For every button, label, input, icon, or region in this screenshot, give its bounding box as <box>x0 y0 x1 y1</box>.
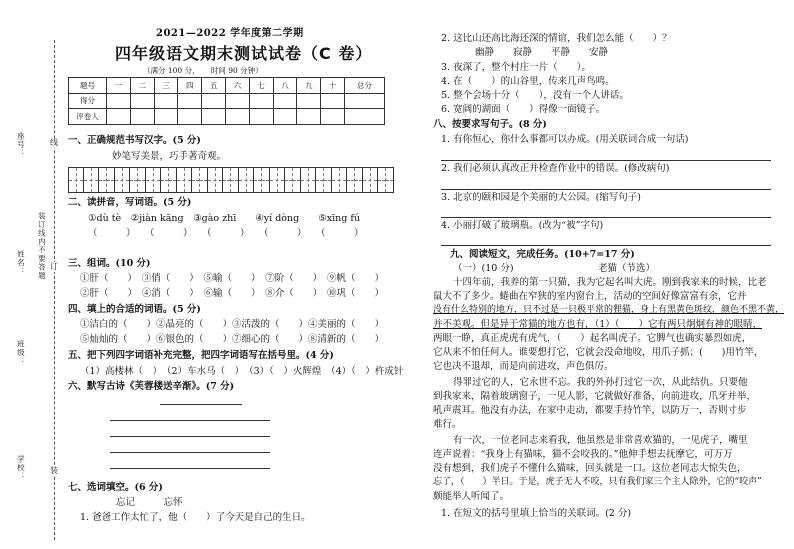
q5-heading: 五、把下列四字词语补充完整，把四字词语写在括号里。(4 分) <box>68 350 334 361</box>
poem-line-3[interactable] <box>110 452 270 453</box>
mark-zhuang: 装 <box>50 466 58 475</box>
p2-line-4: 难行。 <box>433 419 462 430</box>
poem-title-line[interactable] <box>160 404 242 405</box>
r-sentence-2[interactable]: 2. 这比山还高比海还深的情谊，我们怎么能（ ）？ <box>441 33 672 44</box>
r-sentence-3[interactable]: 3. 夜深了，整个村庄一片（ ）。 <box>441 62 591 73</box>
p1-line-1: 十四年前，我养的第一只猫，我为它起名叫大虎。刚到我家来的时候，比老 <box>453 277 767 288</box>
p1-line-7: 它也决不退却，而是向前进攻，声色俱厉。 <box>433 361 614 372</box>
score-header-row: 题号 一 二 三 四 五 六 七 八 九 十 总分 <box>69 78 385 94</box>
s8-answer-3[interactable] <box>441 217 771 218</box>
score-table <box>68 77 385 125</box>
q7-heading: 七、选词填空。(6 分) <box>68 482 163 493</box>
q7-words: 忘记 忘怀 <box>116 497 183 508</box>
poem-line-1[interactable] <box>110 420 270 421</box>
seat-label: 座号： <box>16 132 26 158</box>
q4-row1[interactable]: ①洁白的（ ）②晶亮的（ ）③活泼的（ ）④美丽的（ ） <box>80 319 385 330</box>
exam-year: 2021—2022 学年度第二学期 <box>156 28 304 39</box>
mark-line: 线 <box>50 138 58 147</box>
q5-row[interactable]: （1）高楼林（ ） （2）车水马（ ） （3）（ ）火辉煌 （4）（ ）杵成针 <box>80 366 404 377</box>
s8-answer-4[interactable] <box>441 245 771 246</box>
name-label: 姓名： <box>16 250 26 276</box>
q3-heading: 三、组词。(10 分) <box>68 258 151 269</box>
exam-info: （满分 100 分， 时间 90 分钟） <box>143 66 263 75</box>
p1-line-3: 没有什么特别的地方，只不过是一只极平常的狸猫，身上有黑黄色斑纹，颜色不黑不黄， <box>433 305 785 315</box>
poem-line-2[interactable] <box>110 436 270 437</box>
s8-item-1: 1. 有你恒心，你什么事都可以办成。(用关联词合成一句话) <box>441 134 689 145</box>
task-1: 1. 在短文的括号里填上恰当的关联词。(2 分) <box>441 508 632 519</box>
class-label: 班级： <box>16 340 26 366</box>
s8-item-4: 4. 小丽打破了玻璃瓶。(改为“被”字句) <box>441 220 604 231</box>
q1-heading: 一、正确规范书写汉字。(5 分) <box>68 135 201 146</box>
essay-title: 老猫（节选） <box>598 263 656 274</box>
exam-title: 四年级语文期末测试试卷（C 卷） <box>115 44 373 63</box>
q4-row2[interactable]: ⑤灿灿的（ ）⑥银色的（ ）⑦细心的（ ）⑧清新的（ ） <box>80 334 385 345</box>
p2-line-2: 到我家来，隔着玻璃窗子，一见人影，它就做好准备，向前进攻，爪牙并举， <box>433 391 757 402</box>
binding-line <box>54 40 55 540</box>
r-sentence-6[interactable]: 6. 宽阔的湖面（ ）得像一面镜子。 <box>441 104 606 115</box>
p1-line-5: 两眼一睁，真正虎虎有虎气，（ ）起名叫虎子。它脾气也确实暴烈如虎， <box>433 333 752 344</box>
no-answer-note: 装订线内不要答题 <box>37 212 47 280</box>
r-word-choices: 幽静 寂静 平静 安静 <box>475 47 609 58</box>
p1-line-4: 并不美观。但是异于常猫的地方也有，（1）（ ）它有两只炯炯有神的眼睛， <box>433 319 763 330</box>
q6-heading: 六、默写古诗《芙蓉楼送辛渐》。(7 分) <box>68 381 235 392</box>
p3-line-5: 颇能举人听闻了。 <box>433 491 510 502</box>
q2-heading: 二、读拼音，写词语。(5 分) <box>68 197 192 208</box>
school-label: 学校： <box>16 455 26 481</box>
q3-row2[interactable]: ②肝（ ） ④消（ ） ⑥输（ ） ⑧介（ ） ⑩巩（ ） <box>80 288 385 299</box>
q1-text: 妙笔写美景，巧手著奇观。 <box>112 151 227 162</box>
s8-item-3: 3. 北京的颐和园是个美丽的大公园。(缩写句子) <box>441 192 641 203</box>
mark-ding: 订 <box>50 262 58 271</box>
q7-sentence-1[interactable]: 1. 爸爸工作太忙了，他（ ）了今天是自己的生日。 <box>80 512 311 523</box>
p3-line-4: 忘了，（ ）半日。于是，虎子无人不咬，只有我们家三个主人除外，它的“咬声” <box>433 477 762 487</box>
p1-line-6: 它从来不怕任何人。谁要想打它，它就会没命地咬，用爪子抓；( )用竹竿， <box>433 347 764 358</box>
s8-heading: 八、按要求写句子。(8 分) <box>433 119 547 130</box>
s8-item-2: 2. 我们必须认真改正并检查作业中的错误。(修改病句) <box>441 163 670 174</box>
q4-heading: 四、填上的合适的词语。(5 分) <box>68 304 201 315</box>
q3-row1[interactable]: ①肝（ ） ③俏（ ） ⑤喻（ ） ⑦阶（ ） ⑨帆（ ） <box>80 273 385 284</box>
r-sentence-5[interactable]: 5. 整个会场十分（ ），没有一个人讲话。 <box>441 90 629 101</box>
q2-brackets[interactable]: （ ） （ ） （ ） （ ） （ ） <box>88 228 364 239</box>
s8-answer-2[interactable] <box>441 189 771 190</box>
s9-subheading: （一）(10 分) <box>453 263 514 274</box>
p3-line-2: 连声说着：“我身上有猫味，猫不会咬我的。”他伸手想去抚摩它，可万万 <box>433 449 733 460</box>
writing-grid[interactable] <box>68 167 394 193</box>
p1-line-2: 鼠大不了多少。蜷曲在窄狭的室内窗台上，活动的空间好像富富有余，它并 <box>433 291 747 302</box>
s9-heading: 九、阅读短文，完成任务。(10+7=17 分) <box>450 249 635 260</box>
q2-pinyin: ①dù tè ②jiàn kāng ③gào zhī ④yí dòng ⑤xīng fú <box>88 213 360 224</box>
p3-line-1: 有一次，一位老同志来看我，他虽然是非常喜欢猫的，一见虎子，嘴里 <box>453 435 748 446</box>
poem-line-4[interactable] <box>110 468 270 469</box>
r-sentence-4[interactable]: 4. 在（ ）的山谷里，传来几声鸟鸣。 <box>441 76 615 87</box>
p2-line-3: 吼声震耳。他没有办法，在家中走动，都要手持竹竿，以防万一，否则寸步 <box>433 405 747 416</box>
p2-line-1: 得罪过它的人，它永世不忘。我的外孙打过它一次，从此结仇。只要他 <box>453 377 748 388</box>
score-row: 得分 <box>69 93 385 109</box>
grader-row: 评卷人 <box>69 109 385 125</box>
p3-line-3: 没有想到，我们虎子不懂什么猫味，回头就是一口。这位老同志大惊失色， <box>433 463 747 474</box>
s8-answer-1[interactable] <box>441 160 771 161</box>
